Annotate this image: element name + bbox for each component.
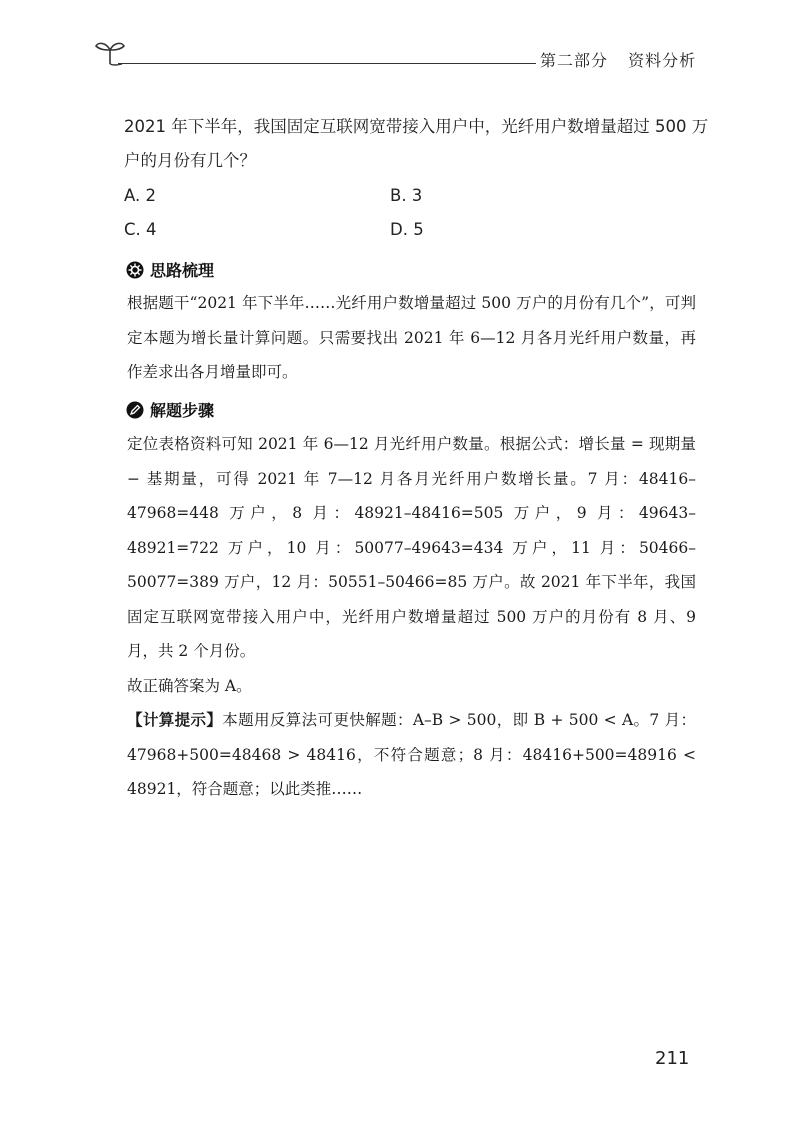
section-header <box>540 48 696 71</box>
option-c: C. 4 <box>124 220 157 239</box>
option-b: B. 3 <box>390 186 423 205</box>
calc-tip <box>96 703 696 807</box>
analysis-heading-label: 思路梳理 <box>150 261 215 280</box>
header-rule <box>118 63 536 64</box>
option-a: A. 2 <box>124 186 156 205</box>
analysis-text: 根据题干“2021 年下半年……光纤用户数增量超过 500 万户的月份有几个”，可判定本题为增长量计算问题。只需要找出 2021 年 6—12 月各月光纤用户数量，再作差求出各月增量即可。 <box>127 294 696 381</box>
calc-tip-label: 【计算提示】 <box>127 711 223 729</box>
question-text: 2021 年下半年，我国固定互联网宽带接入用户中，光纤用户数增量超过 500 万户的月份有几个？ <box>124 117 709 170</box>
section-title: 资料分析 <box>628 51 697 70</box>
pencil-icon <box>126 401 144 419</box>
calc-tip-text: 本题用反算法可更快解题：A–B > 500，即 B + 500 < A。7 月：47968+500=48468 > 48416，不符合题意；8 月：48416+500=48916 < 48921，符合题意；以此类推…… <box>127 711 696 798</box>
gear-icon <box>126 261 144 279</box>
analysis-heading <box>126 258 214 281</box>
page-number: 211 <box>655 1048 690 1069</box>
option-d: D. 5 <box>390 220 424 239</box>
answer-text: 故正确答案为 A。 <box>127 676 252 695</box>
sprout-icon <box>92 34 128 66</box>
section-part: 第二部分 <box>540 51 609 70</box>
solution-text: 定位表格资料可知 2021 年 6—12 月光纤用户数量。根据公式：增长量 = 现期量 − 基期量，可得 2021 年 7—12 月各月光纤用户数增长量。7 月：48416–47968=448 万户，8 月：48921–48416=505 万户，9 月：49643–48921=722 万户，10 月：50077–49643=434 万户，11 月：50466–50077=389 万户，12 月：50551–50466=85 万户。故 2021 年下半年，我国固定互联网宽带接入用户中，光纤用户数增量超过 500 万户的月份有 8 月、9 月，共 2 个月份。 故正确答案为 A。 【计算提示】本题用反算法可更快解题：A–B > 500，即 B + 500 < A。7 月：47968+500=48468 > 48416，不符合题意；8 月：48416+500=48916 < 48921，符合题意；以此类推…… <box>96 427 696 807</box>
solution-heading <box>126 398 214 421</box>
solution-heading-label: 解题步骤 <box>150 401 215 420</box>
